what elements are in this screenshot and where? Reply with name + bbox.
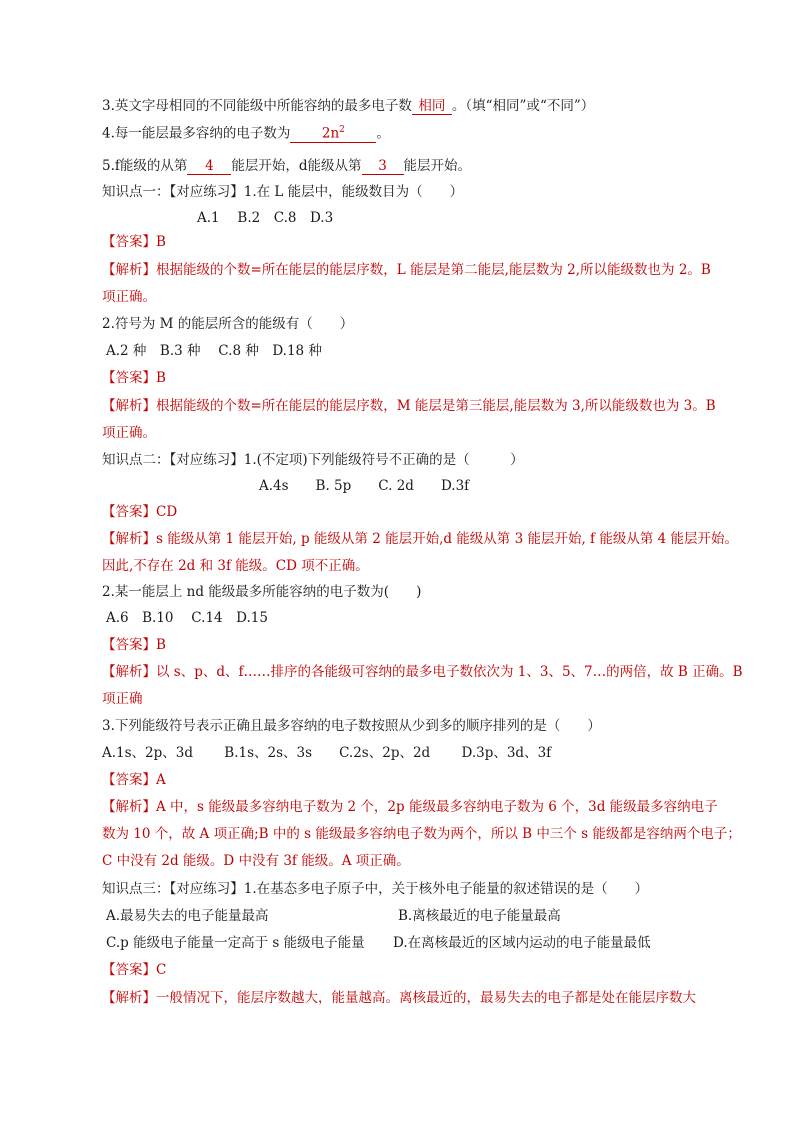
k2-question-1-answer: 【答案】CD (102, 504, 178, 520)
k2-question-2-explanation-1: 【解析】以 s、p、d、f……排序的各能级可容纳的最多电子数依次为 1、3、5、7…的两倍，故 B 正确。B (102, 664, 743, 680)
k1-question-2-options: A.2 种 B.3 种 C.8 种 D.18 种 (106, 343, 322, 359)
fill-question-3 (102, 96, 594, 116)
k1-question-1-explanation-2: 项正确。 (102, 289, 156, 305)
k1-question-1: 知识点一：【对应练习】1.在 L 能层中，能级数目为（ ） (102, 184, 464, 200)
k2-question-2-options: A.6 B.10 C.14 D.15 (106, 610, 268, 626)
k3-option-a: A.最易失去的电子能量最高 (106, 908, 269, 924)
fill-q4-answer: $2n^2$ (290, 122, 376, 143)
fill-question-4 (102, 122, 390, 144)
k3-option-c: C.p 能级电子能量一定高于 s 能级电子能量 (106, 935, 365, 951)
k2-question-1-explanation-1: 【解析】s 能级从第 1 能层开始, p 能级从第 2 能层开始,d 能级从第 3 能层开始, f 能级从第 4 能层开始。 (102, 531, 739, 547)
k2-question-2-answer: 【答案】B (102, 637, 166, 653)
fill-q4-text: 4.每一能层最多容纳的电子数为 (102, 125, 291, 142)
fill-q5-text-b: 能层开始，d能级从第 (231, 158, 362, 174)
fill-q3-answer: 相同 (412, 98, 452, 115)
k2-question-3-explanation-3: C 中没有 2d 能级。D 中没有 3f 能级。A 项正确。 (102, 853, 410, 869)
k2-question-3-answer: 【答案】A (102, 772, 166, 788)
fill-q4-end: 。 (376, 125, 390, 142)
k2-question-2: 2.某一能层上 nd 能级最多所能容纳的电子数为( ) (102, 584, 422, 600)
k2-question-2-explanation-2: 项正确 (102, 691, 143, 707)
k3-option-d: D.在离核最近的区域内运动的电子能量最低 (393, 935, 651, 951)
k1-question-2: 2.符号为 M 的能层所含的能级有（ ） (102, 316, 354, 332)
k2-question-3-explanation-1: 【解析】A 中，s 能级最多容纳电子数为 2 个，2p 能级最多容纳电子数为 6 个，3d 能级最多容纳电子 (102, 799, 718, 815)
fill-q5-text-c: 能层开始。 (403, 158, 472, 174)
fill-q3-text: 3.英文字母相同的不同能级中所能容纳的最多电子数 (102, 98, 412, 114)
fill-question-5 (102, 156, 471, 176)
k1-question-2-explanation-1: 【解析】根据能级的个数=所在能层的能层序数，M 能层是第三能层,能层数为 3,所以能级数也为 3。B (102, 398, 716, 414)
k1-question-1-answer: 【答案】B (102, 234, 166, 250)
k1-question-1-explanation-1: 【解析】根据能级的个数=所在能层的能层序数，L 能层是第二能层,能层数为 2,所以能级数也为 2。B (102, 262, 711, 278)
fill-q5-answer-1: 4 (187, 158, 231, 175)
k2-question-1-explanation-2: 因此,不存在 2d 和 3f 能级。CD 项不正确。 (102, 558, 369, 574)
k1-question-2-answer: 【答案】B (102, 370, 166, 386)
fill-q5-text-a: 5.f能级的从第 (102, 158, 188, 174)
k3-question-1-answer: 【答案】C (102, 962, 167, 978)
k1-question-2-explanation-2: 项正确。 (102, 425, 156, 441)
k2-question-1-options: A.4s B. 5p C. 2d D.3f (259, 478, 470, 494)
k2-question-3-explanation-2: 数为 10 个，故 A 项正确;B 中的 s 能级最多容纳电子数为两个，所以 B 中三个 s 能级都是容纳两个电子； (102, 826, 741, 842)
k2-question-3-options: A.1s、2p、3d B.1s、2s、3s C.2s、2p、2d D.3p、3d、3f (102, 745, 552, 761)
fill-q3-hint: 。（填“相同”或“不同”） (451, 98, 595, 114)
k3-question-1: 知识点三：【对应练习】1.在基态多电子原子中，关于核外电子能量的叙述错误的是（ ） (102, 881, 649, 897)
k2-question-3: 3.下列能级符号表示正确且最多容纳的电子数按照从少到多的顺序排列的是（ ） (102, 718, 601, 734)
k2-question-1: 知识点二：【对应练习】1.(不定项)下列能级符号不正确的是（ ） (102, 452, 524, 468)
k1-question-1-options: A.1 B.2 C.8 D.3 (197, 210, 334, 226)
k3-option-b: B.离核最近的电子能量最高 (398, 908, 561, 924)
fill-q5-answer-2: 3 (362, 158, 404, 175)
k3-question-1-explanation-1: 【解析】一般情况下，能层序数越大，能量越高。离核最近的，最易失去的电子都是处在能层序数大 (102, 990, 696, 1006)
